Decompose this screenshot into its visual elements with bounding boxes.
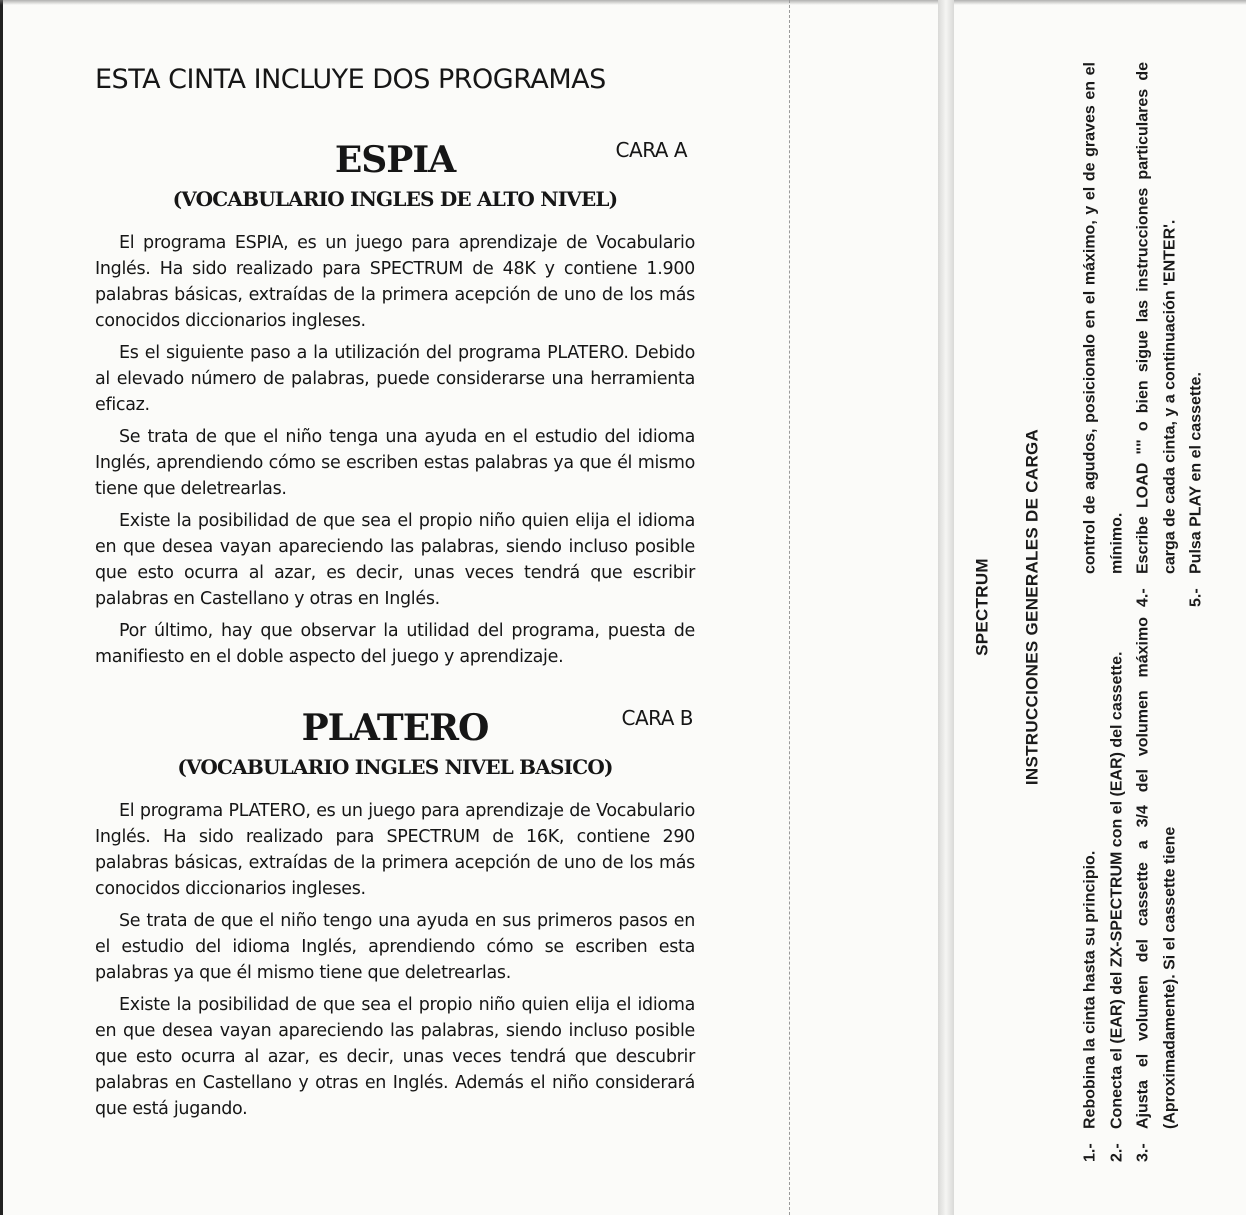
program-subtitle-espia: (VOCABULARIO INGLES DE ALTO NIVEL) [172,187,618,211]
fold-line-dashed [789,0,790,1215]
platero-paragraph-1: El programa PLATERO, es un juego para aprendizaje de Vocabulario Inglés. Ha sido realizado para SPECTRUM de 16K, contiene 290 palabras básicas, extraídas de la primera acepción de uno de los más conocidos diccionarios ingleses. [95,801,695,899]
side-label-espia: CARA A [615,138,687,162]
side-label-platero: CARA B [621,706,693,730]
page-title: ESTA CINTA INCLUYE DOS PROGRAMAS [95,64,606,95]
instruction-step-4 [1131,62,1184,607]
espia-paragraph-1: El programa ESPIA, es un juego para aprendizaje de Vocabulario Inglés. Ha sido realizado para SPECTRUM de 48K y contiene 1.900 palabras básicas, extraídas de la primera acepción de uno de los más conocidos diccionarios ingleses. [95,233,695,331]
step-number: 2.- [1108,1143,1125,1162]
espia-paragraph-2: Es el siguiente paso a la utilización del programa PLATERO. Debido al elevado número de palabras, puede considerarse una herramienta eficaz. [95,343,695,415]
platero-paragraph-2: Se trata de que el niño tengo una ayuda en sus primeros pasos en el estudio del idioma Inglés, aprendiendo cómo se escriben esta palabras ya que él mismo tiene que deletrearlas. [95,911,695,983]
step-number: 5.- [1187,588,1205,607]
program-descriptions-panel [95,62,695,1128]
instruction-step-3 [1131,617,1184,1162]
espia-paragraph-5: Por último, hay que observar la utilidad del programa, puesta de manifiesto en el doble aspecto del juego y aprendizaje. [95,621,695,667]
program-subtitle-platero: (VOCABULARIO INGLES NIVEL BASICO) [177,755,613,779]
step-text: Escribe LOAD "" o bien sigue las instrucciones particulares de carga de cada cinta, y a continuación 'ENTER'. [1134,62,1178,574]
step-number: 3.- [1134,1143,1152,1162]
instruction-step-2 [1104,617,1131,1162]
espia-paragraph-4: Existe la posibilidad de que sea el propio niño quien elija el idioma en que desea vayan apareciendo las palabras, siendo incluso posible que esto ocurra al azar, es decir, unas veces tendrá que escribir palabras en Castellano y otras en Inglés. [95,511,695,609]
sheet-top-edge [0,0,1246,5]
sheet-left-edge [0,0,3,1215]
program-espia [95,138,695,670]
instruction-step-3-continued: control de agudos, posicionalo en el máximo, y el de graves en el mínimo. [1081,62,1125,574]
program-title-platero: PLATERO [301,707,489,749]
loading-instructions-panel [968,42,1233,1172]
instructions-column-2 [1078,62,1211,607]
step-text: Ajusta el volumen del cassette a 3/4 del volumen máximo (Aproximadamente). Si el cassette tiene [1134,617,1178,1129]
instruction-step-5 [1184,62,1211,607]
step-number: 4.- [1134,588,1152,607]
program-platero [95,706,695,1122]
step-text: Pulsa PLAY en el cassette. [1187,372,1205,574]
step-text: Conecta el (EAR) del ZX-SPECTRUM con el (EAR) del cassette. [1108,651,1125,1129]
fold-crease [938,0,954,1215]
instruction-step-1 [1078,617,1105,1162]
instructions-heading: INSTRUCCIONES GENERALES DE CARGA [1022,428,1042,786]
platero-paragraph-3: Existe la posibilidad de que sea el propio niño quien elija el idioma en que desea vayan apareciendo las palabras, siendo incluso posible que esto ocurra al azar, es decir, unas veces tendrá que descubrir palabras en Castellano y otras en Inglés. Además el niño considerará que está jugando. [95,995,695,1119]
program-title-espia: ESPIA [334,139,456,181]
brand-spectrum: SPECTRUM [972,558,992,656]
step-text: Rebobina la cinta hasta su principio. [1081,850,1099,1129]
espia-paragraph-3: Se trata de que el niño tenga una ayuda en el estudio del idioma Inglés, aprendiendo cómo se escriben estas palabras ya que él mismo tiene que deletrearlas. [95,427,695,499]
step-number: 1.- [1081,1143,1099,1162]
instructions-column-1 [1078,617,1184,1162]
